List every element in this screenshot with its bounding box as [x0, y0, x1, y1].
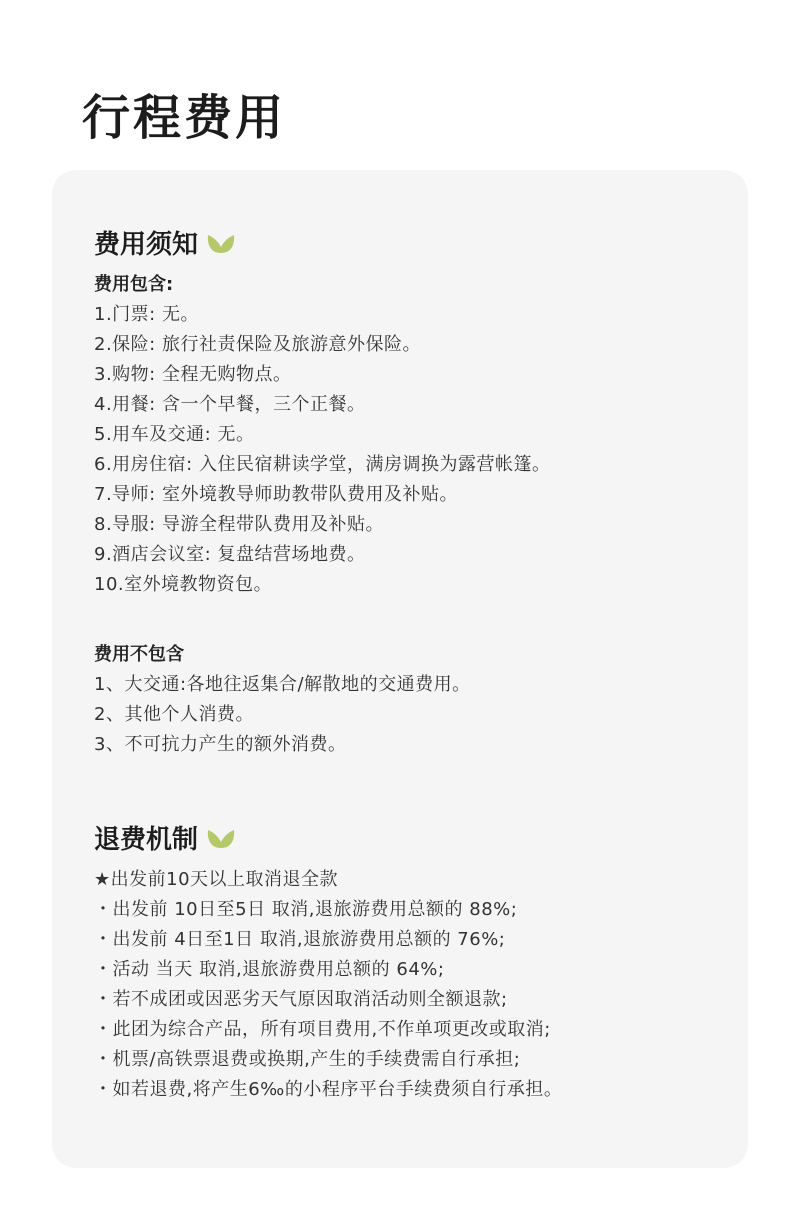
list-item: 2.保险: 旅行社责保险及旅游意外保险。	[94, 334, 421, 355]
list-item: 4.用餐: 含一个早餐，三个正餐。	[94, 394, 366, 415]
list-item: ・出发前 10日至5日 取消,退旅游费用总额的 88%;	[94, 899, 518, 920]
fee-info-card	[52, 170, 748, 1168]
fee-notice-heading	[94, 222, 728, 262]
fee-notice-heading-text: 费用须知	[94, 229, 199, 260]
excluded-list	[94, 670, 728, 760]
refund-list	[94, 865, 728, 1105]
included-heading: 费用包含:	[94, 274, 174, 295]
list-item: 10.室外境教物资包。	[94, 574, 273, 595]
list-item: ・机票/高铁票退费或换期,产生的手续费需自行承担;	[94, 1049, 521, 1070]
list-item: ・若不成团或因恶劣天气原因取消活动则全额退款;	[94, 989, 508, 1010]
list-item: 6.用房住宿: 入住民宿耕读学堂，满房调换为露营帐篷。	[94, 454, 551, 475]
list-item: ・如若退费,将产生6‰的小程序平台手续费须自行承担。	[94, 1079, 563, 1100]
included-list	[94, 300, 728, 600]
list-item: ・出发前 4日至1日 取消,退旅游费用总额的 76%;	[94, 929, 506, 950]
list-item: 3、不可抗力产生的额外消费。	[94, 734, 347, 755]
list-item: ・此团为综合产品，所有项目费用,不作单项更改或取消;	[94, 1019, 551, 1040]
refund-policy-section	[94, 817, 728, 1105]
list-item: ★出发前10天以上取消退全款	[94, 869, 339, 890]
list-item: 2、其他个人消费。	[94, 704, 254, 725]
list-item: 7.导师: 室外境教导师助教带队费用及补贴。	[94, 484, 458, 505]
list-item: 9.酒店会议室: 复盘结营场地费。	[94, 544, 366, 565]
leaf-icon	[206, 229, 236, 255]
fee-notice-section	[94, 222, 728, 760]
excluded-heading: 费用不包含	[94, 644, 184, 665]
refund-policy-heading-text: 退费机制	[94, 824, 199, 855]
leaf-icon	[206, 824, 236, 850]
list-item: 5.用车及交通: 无。	[94, 424, 255, 445]
list-item: 1、大交通:各地往返集合/解散地的交通费用。	[94, 674, 471, 695]
list-item: 3.购物: 全程无购物点。	[94, 364, 292, 385]
page-title: 行程费用	[82, 90, 287, 146]
list-item: ・活动 当天 取消,退旅游费用总额的 64%;	[94, 959, 445, 980]
list-item: 8.导服: 导游全程带队费用及补贴。	[94, 514, 384, 535]
refund-policy-heading	[94, 817, 728, 857]
list-item: 1.门票: 无。	[94, 304, 199, 325]
